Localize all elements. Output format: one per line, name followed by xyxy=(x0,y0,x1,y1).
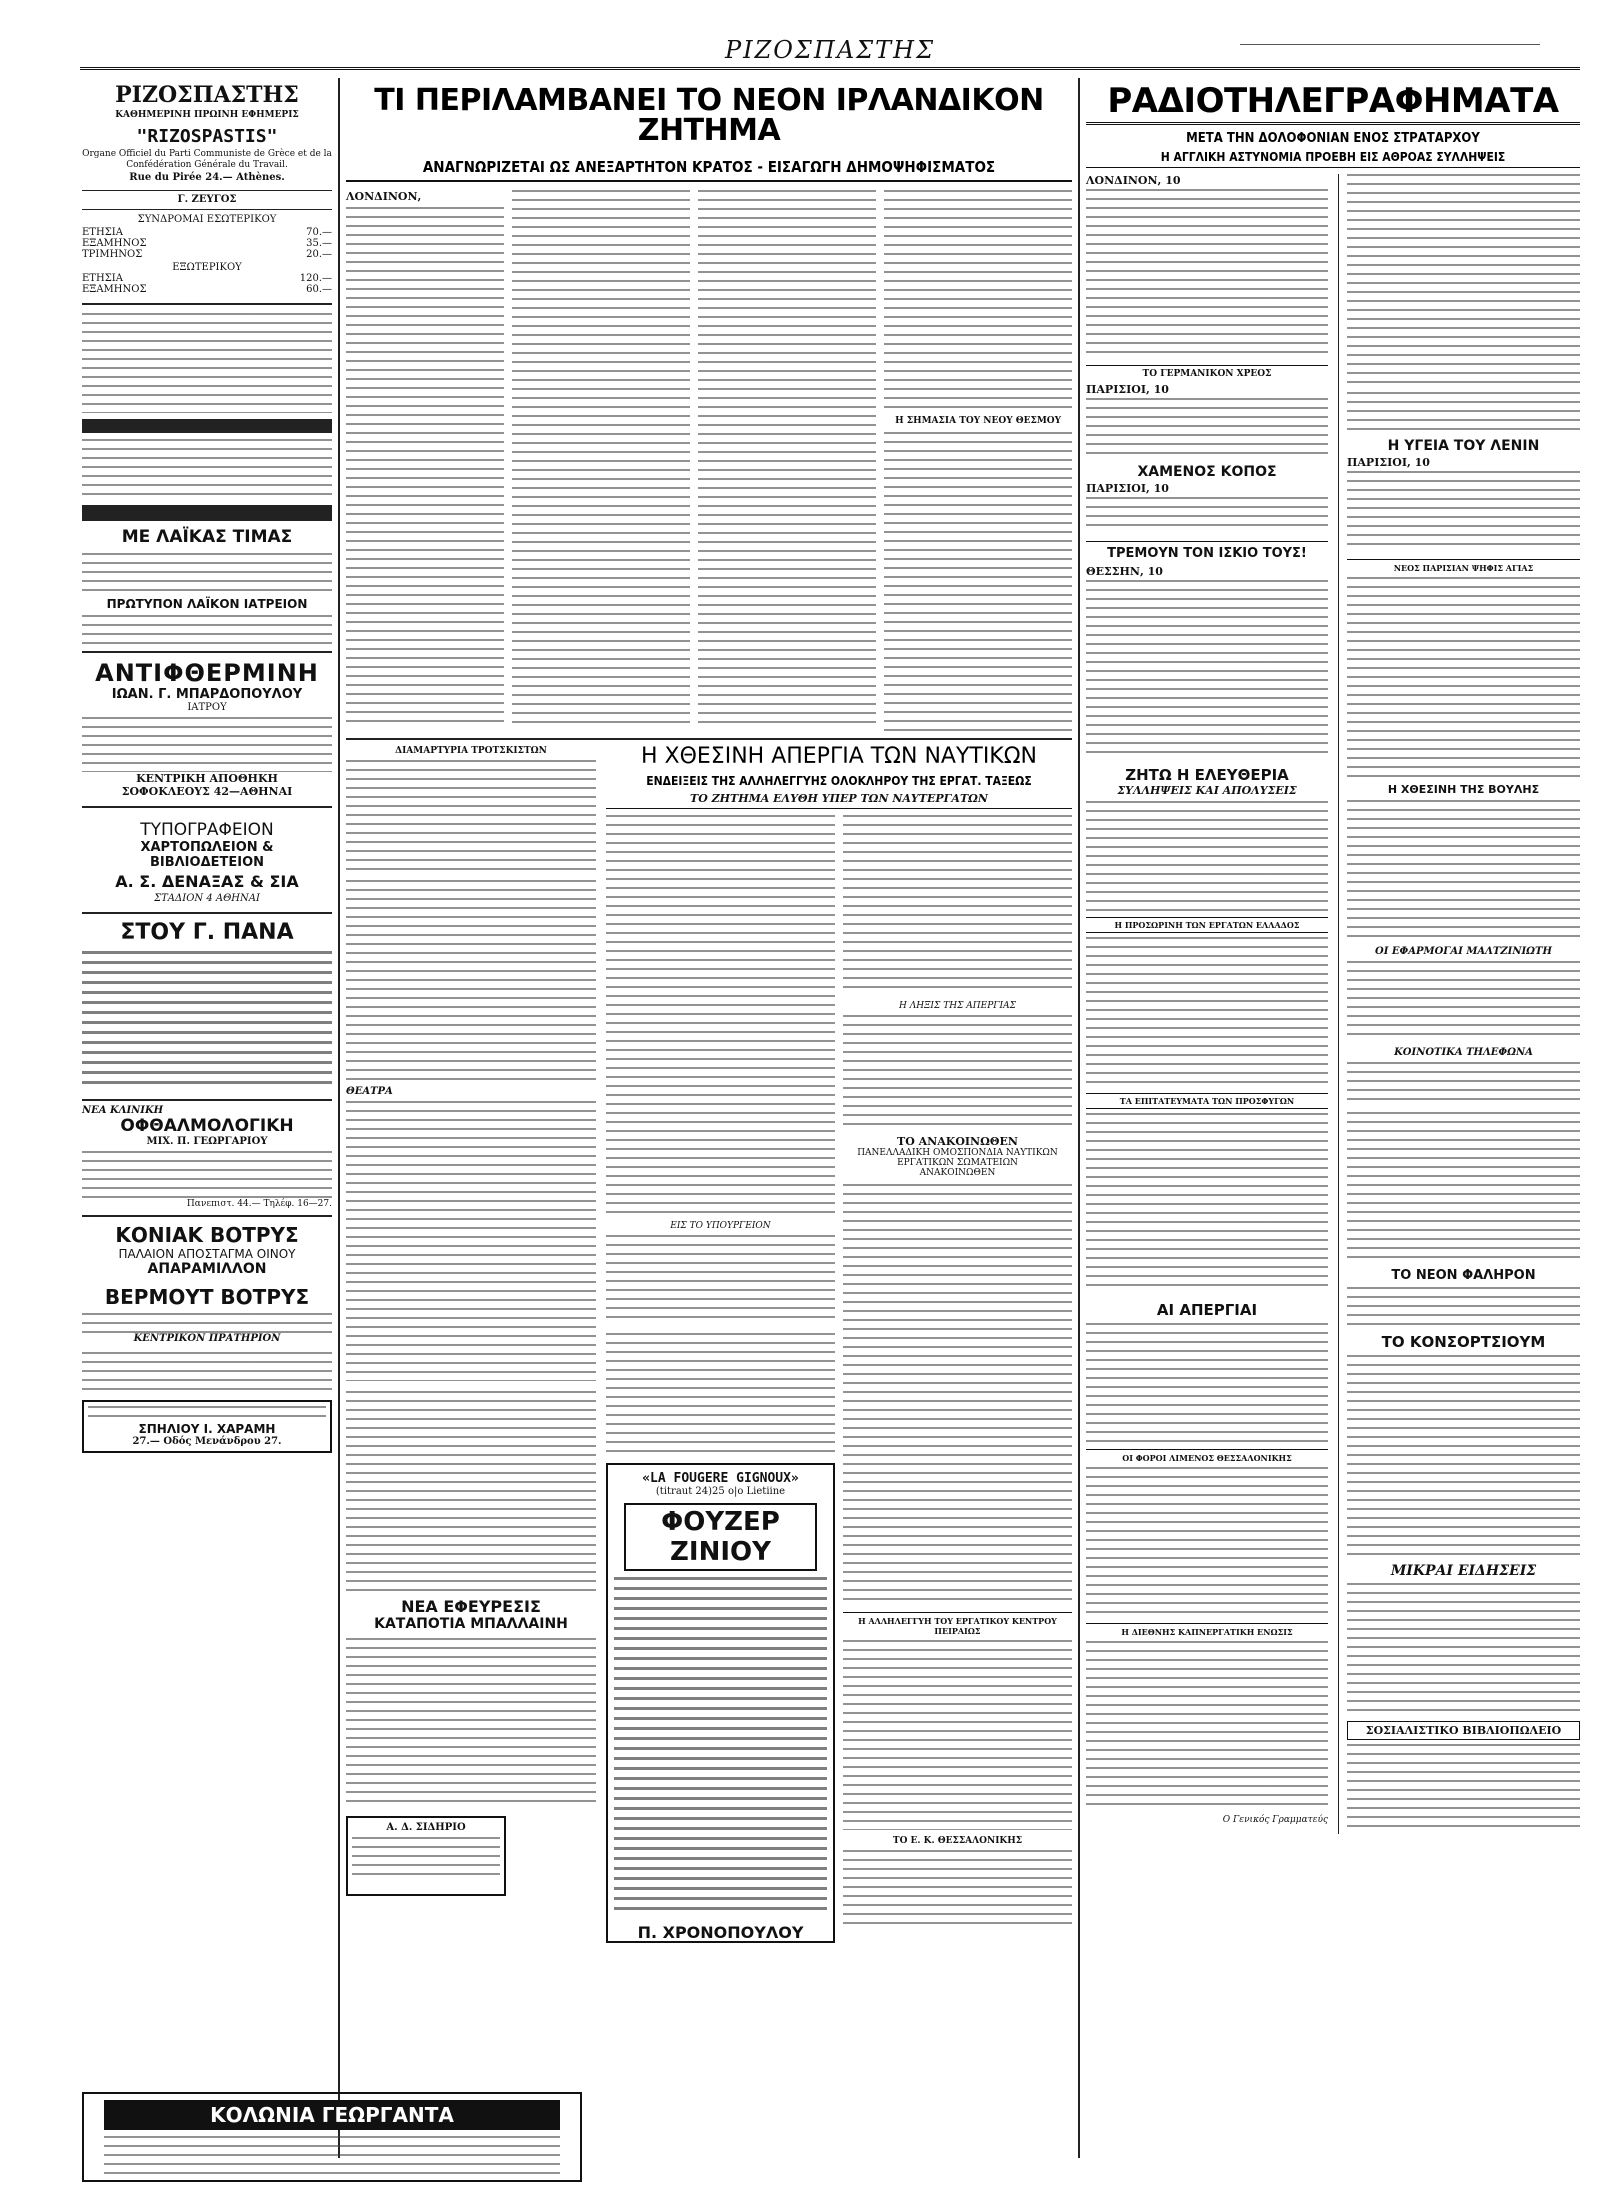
text-block xyxy=(1086,580,1328,760)
short-news-head: ΜΙΚΡΑΙ ΕΙΔΗΣΕΙΣ xyxy=(1390,1563,1537,1579)
shop-line: ΣΠΗΛΙΟΥ Ι. ΧΑΡΑΜΗ xyxy=(138,1422,276,1436)
proffer-head: ΤΑ ΕΠΙΤΑΤΕΥΜΑΤΑ ΤΩΝ ΠΡΟΣΦΥΓΩΝ xyxy=(1086,1093,1328,1109)
print-name: Α. Σ. ΔΕΝΑΞΑΣ & ΣΙΑ xyxy=(115,872,299,891)
eye-phone: Πανεπιστ. 44.— Τηλέφ. 16—27. xyxy=(186,1199,332,1209)
phone-head: ΚΟΙΝΟΤΙΚΑ ΤΗΛΕΦΩΝΑ xyxy=(1394,1047,1533,1058)
text-block xyxy=(1086,937,1328,1087)
lenin-head: Η ΥΓΕΙΑ ΤΟΥ ΛΕΝΙΝ xyxy=(1387,438,1540,454)
small-news-column xyxy=(346,746,596,1943)
decisions-head: ΑΙ ΑΠΕΡΓΙΑΙ xyxy=(1156,1301,1258,1319)
text-block xyxy=(352,1837,500,1877)
new-inventions-sub: ΚΑΤΑΠΟΤΙΑ ΜΠΑΛΛΑΙΝΗ xyxy=(374,1616,568,1632)
text-block xyxy=(1086,1641,1328,1811)
text-block xyxy=(843,815,1072,995)
strike-article xyxy=(606,746,1072,1943)
subscription-row: ΕΞΑΜΗΝΟΣ 35.— xyxy=(82,238,332,249)
subscription-row: ΕΤΗΣΙΑ 70.— xyxy=(82,227,332,238)
eye-title: ΟΦΘΑΛΜΟΛΟΓΙΚΗ xyxy=(120,1116,294,1136)
fougere-title: ΦΟΥΖΕΡ ΖΙΝΙΟΥ xyxy=(624,1503,817,1571)
text-block xyxy=(1347,471,1580,551)
text-block xyxy=(1086,398,1328,458)
radio-col-left xyxy=(1086,174,1328,1834)
strike-end-head: Η ΛΗΞΙΣ ΤΗΣ ΑΠΕΡΓΙΑΣ xyxy=(899,1001,1016,1011)
text-block xyxy=(1347,174,1580,384)
text-block xyxy=(82,1313,332,1333)
radio-headline: ΡΑΔΙΟΤΗΛΕΓΡΑΦΗΜΑΤΑ xyxy=(1086,84,1580,125)
strike-cols xyxy=(606,815,1072,1943)
print-sub: ΧΑΡΤΟΠΩΛΕΙΟΝ & ΒΙΒΛΙΟΔΕΤΕΙΟΝ xyxy=(140,840,274,870)
tremble-head: ΤΡΕΜΟΥΝ ΤΟΝ ΙΣΚΙΟ ΤΟΥΣ! xyxy=(1086,541,1328,561)
text-block xyxy=(606,1235,835,1325)
main-headline: ΤΙ ΠΕΡΙΛΑΜΒΑΝΕΙ ΤΟ ΝΕΟΝ ΙΡΛΑΝΔΙΚΟΝ ΖΗΤΗΜΑ xyxy=(374,83,1044,148)
cognac-sub: ΠΑΛΑΙΟΝ ΑΠΟΣΤΑΓΜΑ ΟΙΝΟΥ xyxy=(118,1247,296,1261)
black-band xyxy=(82,419,332,433)
clinic-title: ΠΡΩΤΥΠΟΝ ΛΑΪΚΟΝ ΙΑΤΡΕΙΟΝ xyxy=(106,597,308,611)
print-addr: ΣΤΑΔΙΟΝ 4 ΑΘΗΝΑΙ xyxy=(154,893,260,904)
radio-sub1: ΜΕΤΑ ΤΗΝ ΔΟΛΟΦΟΝΙΑΝ ΕΝΟΣ ΣΤΡΑΤΑΡΧΟΥ xyxy=(1186,131,1480,146)
harbor-head: ΟΙ ΦΟΡΟΙ ΛΙΜΕΝΟΣ ΘΕΣΣΑΛΟΝΙΚΗΣ xyxy=(1086,1449,1328,1463)
dateline: ΛΟΝΔΙΝΟΝ, 10 xyxy=(1086,174,1181,187)
sidiro-ad xyxy=(346,1816,506,1896)
ad-prices-title: ΜΕ ΛΑΪΚΑΣ ΤΙΜΑΣ xyxy=(121,527,293,547)
text-block xyxy=(1086,1113,1328,1293)
text-block xyxy=(346,880,596,1080)
strike-subheadline-2: ΤΟ ΖΗΤΗΜΑ ΕΛΥΘΗ ΥΠΕΡ ΤΩΝ ΝΑΥΤΕΡΓΑΤΩΝ xyxy=(606,792,1072,809)
print-title: ΤΥΠΟΓΡΑΦΕΙΟΝ xyxy=(140,820,274,840)
text-block xyxy=(698,190,876,730)
strike-col-left xyxy=(606,815,835,1943)
strike-col-right xyxy=(843,815,1072,1943)
workers-head: Η ΠΡΟΣΩΡΙΝΗ ΤΩΝ ΕΡΓΑΤΩΝ ΕΛΛΑΔΟΣ xyxy=(1086,917,1328,933)
subs-foreign-heading: ΕΞΩΤΕΡΙΚΟΥ xyxy=(172,262,242,273)
text-block xyxy=(884,190,1072,410)
intl-head: Η ΔΙΕΘΝΗΣ ΚΑΠΝΕΡΓΑΤΙΚΗ ΕΝΩΣΙΣ xyxy=(1086,1623,1328,1637)
communique-sub2: ΑΝΑΚΟΙΝΩΘΕΝ xyxy=(919,1168,996,1178)
paper-subtitle: ΚΑΘΗΜΕΡΙΝΗ ΠΡΩΙΝΗ ΕΦΗΜΕΡΙΣ xyxy=(115,110,299,120)
address-line: Rue du Pirée 24.— Athènes. xyxy=(129,171,285,183)
cognac-sub2: ΑΠΑΡΑΜΙΛΛΟΝ xyxy=(147,1261,267,1277)
arrests-head: ΣΥΛΛΗΨΕΙΣ ΚΑΙ ΑΠΟΛΥΣΕΙΣ xyxy=(1117,784,1297,797)
inner-subhead: Η ΣΗΜΑΣΙΑ ΤΟΥ ΝΕΟΥ ΘΕΣΜΟΥ xyxy=(895,416,1062,426)
shop-addr: 27.— Οδός Μενάνδρου 27. xyxy=(132,1436,282,1447)
fougere-line1: «LA FOUGERE GIGNOUX» xyxy=(642,1471,799,1486)
right-section xyxy=(1086,78,1580,1834)
text-block xyxy=(1086,189,1328,359)
text-block xyxy=(843,1015,1072,1125)
vermouth-sub: ΚΕΝΤΡΙΚΟΝ ΠΡΑΤΗΡΙΟΝ xyxy=(133,1333,281,1344)
text-block xyxy=(884,432,1072,732)
communique-sub: ΠΑΝΕΛΛΑΔΙΚΗ ΟΜΟΣΠΟΝΔΙΑ ΝΑΥΤΙΚΩΝ ΕΡΓΑΤΙΚΩΝ ΣΩΜΑΤΕΙΩΝ xyxy=(857,1148,1058,1168)
text-block xyxy=(1086,801,1328,911)
text-block xyxy=(1347,1112,1580,1262)
text-block xyxy=(1086,1467,1328,1617)
pharmacy-line: ΚΕΝΤΡΙΚΗ ΑΠΟΘΗΚΗ xyxy=(136,772,278,785)
text-block xyxy=(843,1184,1072,1604)
article-col xyxy=(512,190,690,732)
salonica-head: ΤΟ Ε. Κ. ΘΕΣΣΑΛΟΝΙΚΗΣ xyxy=(892,1836,1023,1846)
text-block xyxy=(346,207,504,727)
text-block xyxy=(1347,392,1580,432)
text-block xyxy=(104,2136,560,2180)
text-block xyxy=(82,951,332,1091)
cologne-ad xyxy=(82,2092,582,2182)
text-block xyxy=(1347,1062,1580,1102)
text-block xyxy=(614,1577,827,1917)
seamen-head: ΟΙ ΕΦΑΡΜΟΓΑΙ ΜΑΛΤΖΙΝΙΩΤΗ xyxy=(1375,946,1552,957)
article-col xyxy=(346,190,504,732)
column-rule xyxy=(338,78,340,2158)
text-block xyxy=(82,313,332,413)
subscriptions-domestic xyxy=(82,227,332,260)
book-head: ΣΟΣΙΑΛΙΣΤΙΚΟ ΒΙΒΛΙΟΠΩΛΕΙΟ xyxy=(1347,1721,1580,1740)
cognac-title: ΚΟΝΙΑΚ ΒΟΤΡΥΣ xyxy=(115,1223,299,1247)
latin-name: "RIZOSPASTIS" xyxy=(136,126,278,147)
freedom-head: ΖΗΤΩ Η ΕΛΕΥΘΕΡΙΑ xyxy=(1125,766,1289,784)
text-block xyxy=(1347,577,1580,777)
subscription-row: ΤΡΙΜΗΝΟΣ 20.— xyxy=(82,249,332,260)
subscriptions-foreign xyxy=(82,273,332,295)
lost-head: ΧΑΜΕΝΟΣ ΚΟΠΟΣ xyxy=(1137,464,1277,480)
theatre-head: ΘΕΑΤΡΑ xyxy=(346,1086,393,1097)
chamber-head: Η ΧΘΕΣΙΝΗ ΤΗΣ ΒΟΥΛΗΣ xyxy=(1387,783,1540,796)
text-block xyxy=(82,439,332,499)
fougere-line2: (titraut 24)25 o|o Lietiine xyxy=(655,1486,786,1497)
dateline: ΛΟΝΔΙΝΟΝ, xyxy=(346,190,422,203)
text-block xyxy=(843,1850,1072,1930)
eye-doctor: ΜΙΧ. Π. ΓΕΩΡΓΑΡΙΟΥ xyxy=(146,1136,268,1147)
text-block xyxy=(1347,1744,1580,1834)
communique-head: ΤΟ ΑΝΑΚΟΙΝΩΘΕΝ xyxy=(897,1135,1018,1148)
solidarity-head: Η ΑΛΛΗΛΕΓΓΥΗ ΤΟΥ ΕΡΓΑΤΙΚΟΥ ΚΕΝΤΡΟΥ ΠΕΙΡΑΙΩΣ xyxy=(843,1612,1072,1636)
dateline: ΠΑΡΙΣΙΟΙ, 10 xyxy=(1086,383,1169,396)
text-block xyxy=(512,190,690,730)
doctor-role: ΙΑΤΡΟΥ xyxy=(187,702,227,713)
subs-heading: ΣΥΝΔΡΟΜΑΙ ΕΣΩΤΕΡΙΚΟΥ xyxy=(137,214,277,225)
editor-line: Γ. ΖΕΥΓΟΣ xyxy=(177,194,237,205)
fougere-ad xyxy=(606,1463,835,1943)
text-block xyxy=(88,1406,326,1422)
text-block xyxy=(82,1352,332,1392)
text-block xyxy=(1347,1287,1580,1327)
signer: Ο Γενικός Γραμματεύς xyxy=(1222,1815,1328,1825)
article-col xyxy=(884,190,1072,732)
center-section xyxy=(346,78,1072,1943)
germ-head: ΤΟ ΓΕΡΜΑΝΙΚΟΝ ΧΡΕΟΣ xyxy=(1086,365,1328,379)
pharmacy-addr: ΣΟΦΟΚΛΕΟΥΣ 42—ΑΘΗΝΑΙ xyxy=(121,785,293,798)
dateline: ΠΑΡΙΣΙΟΙ, 10 xyxy=(1086,482,1169,495)
text-block xyxy=(1347,1355,1580,1555)
masthead xyxy=(80,30,1580,70)
doctor-sub: ΙΩΑΝ. Γ. ΜΠΑΡΔΟΠΟΥΛΟΥ xyxy=(111,687,303,702)
text-block xyxy=(82,553,332,593)
center-lower xyxy=(346,746,1072,1943)
text-block xyxy=(346,1638,596,1808)
new-inventions: ΝΕΑ ΕΦΕΥΡΕΣΙΣ xyxy=(401,1597,541,1616)
text-block xyxy=(82,1151,332,1199)
text-block xyxy=(82,717,332,772)
doctor-name: ΑΝΤΙΦΘΕΡΜΙΝΗ xyxy=(95,659,319,687)
main-article xyxy=(346,190,1072,732)
radio-col-right xyxy=(1338,174,1580,1834)
black-band xyxy=(82,505,332,521)
main-subheadline: ΑΝΑΓΝΩΡΙΖΕΤΑΙ ΩΣ ΑΝΕΞΑΡΤΗΤΟΝ ΚΡΑΤΟΣ - ΕΙΣΑΓΩΓΗ ΔΗΜΟΨΗΦΙΣΜΑΤΟΣ xyxy=(346,158,1072,182)
text-block xyxy=(843,1640,1072,1830)
text-block xyxy=(1086,497,1328,533)
text-block xyxy=(346,1101,596,1381)
sidiro-ad-text: Α. Δ. ΣΙΔΗΡΙΟ xyxy=(386,1822,466,1833)
radio-sub2: Η ΑΓΓΛΙΚΗ ΑΣΤΥΝΟΜΙΑ ΠΡΟΕΒΗ ΕΙΣ ΑΘΡΟΑΣ ΣΥΛΛΗΨΕΙΣ xyxy=(1086,150,1580,168)
text-block xyxy=(1347,961,1580,1041)
text-block xyxy=(346,760,596,870)
vermouth-title: ΒΕΡΜΟΥΤ ΒΟΤΡΥΣ xyxy=(104,1285,310,1309)
sunday-head: ΝΕΟΣ ΠΑΡΙΣΙΑΝ ΨΗΦΙΣ ΑΓΙΑΣ xyxy=(1347,559,1580,573)
pana-title: ΣΤΟΥ Γ. ΠΑΝΑ xyxy=(120,920,294,945)
text-block xyxy=(82,615,332,645)
text-block xyxy=(606,815,835,1215)
text-block xyxy=(606,1333,835,1453)
ministry-head: ΕΙΣ ΤΟ ΥΠΟΥΡΓΕΙΟΝ xyxy=(670,1221,771,1231)
text-block xyxy=(1347,1583,1580,1713)
article-col xyxy=(698,190,876,732)
organ-line: Organe Officiel du Parti Communiste de Grèce et de la Confédération Générale du Travail. xyxy=(82,149,332,171)
cologne-ad-title: ΚΟΛΩΝΙΑ ΓΕΩΡΓΑΝΤΑ xyxy=(104,2100,560,2130)
text-block xyxy=(1086,1323,1328,1443)
column-rule xyxy=(1078,78,1080,2158)
eye-heading: ΝΕΑ ΚΛΙΝΙΚΗ xyxy=(82,1105,164,1116)
strike-subheadline: ΕΝΔΕΙΞΕΙΣ ΤΗΣ ΑΛΛΗΛΕΓΓΥΗΣ ΟΛΟΚΛΗΡΟΥ ΤΗΣ ΕΡΓΑΤ. ΤΑΞΕΩΣ xyxy=(646,774,1032,788)
trotsky-head: ΔΙΑΜΑΡΤΥΡΙΑ ΤΡΟΤΣΚΙΣΤΩΝ xyxy=(395,746,547,756)
subscription-row: ΕΤΗΣΙΑ 120.— xyxy=(82,273,332,284)
dateline: ΘΕΣΣΗΝ, 10 xyxy=(1086,565,1163,578)
consortium-head: ΤΟ ΚΟΝΣΟΡΤΣΙΟΥΜ xyxy=(1381,1333,1546,1351)
dateline: ΠΑΡΙΣΙΟΙ, 10 xyxy=(1347,456,1430,469)
text-block xyxy=(346,1391,596,1591)
radio-cols xyxy=(1086,174,1580,1834)
subscription-row: ΕΞΑΜΗΝΟΣ 60.— xyxy=(82,284,332,295)
paper-name: ΡΙΖΟΣΠΑΣΤΗΣ xyxy=(115,82,299,108)
masthead-title: ΡΙΖΟΣΠΑΣΤΗΣ xyxy=(724,36,936,64)
text-block xyxy=(1347,800,1580,940)
left-column xyxy=(82,78,332,1453)
strike-headline: Η ΧΘΕΣΙΝΗ ΑΠΕΡΓΙΑ ΤΩΝ ΝΑΥΤΙΚΩΝ xyxy=(640,744,1038,769)
shop-ad xyxy=(82,1400,332,1453)
faliro-head: ΤΟ ΝΕΟΝ ΦΑΛΗΡΟΝ xyxy=(1391,1268,1536,1283)
fougere-footer: Π. ΧΡΟΝΟΠΟΥΛΟΥ xyxy=(637,1923,804,1942)
